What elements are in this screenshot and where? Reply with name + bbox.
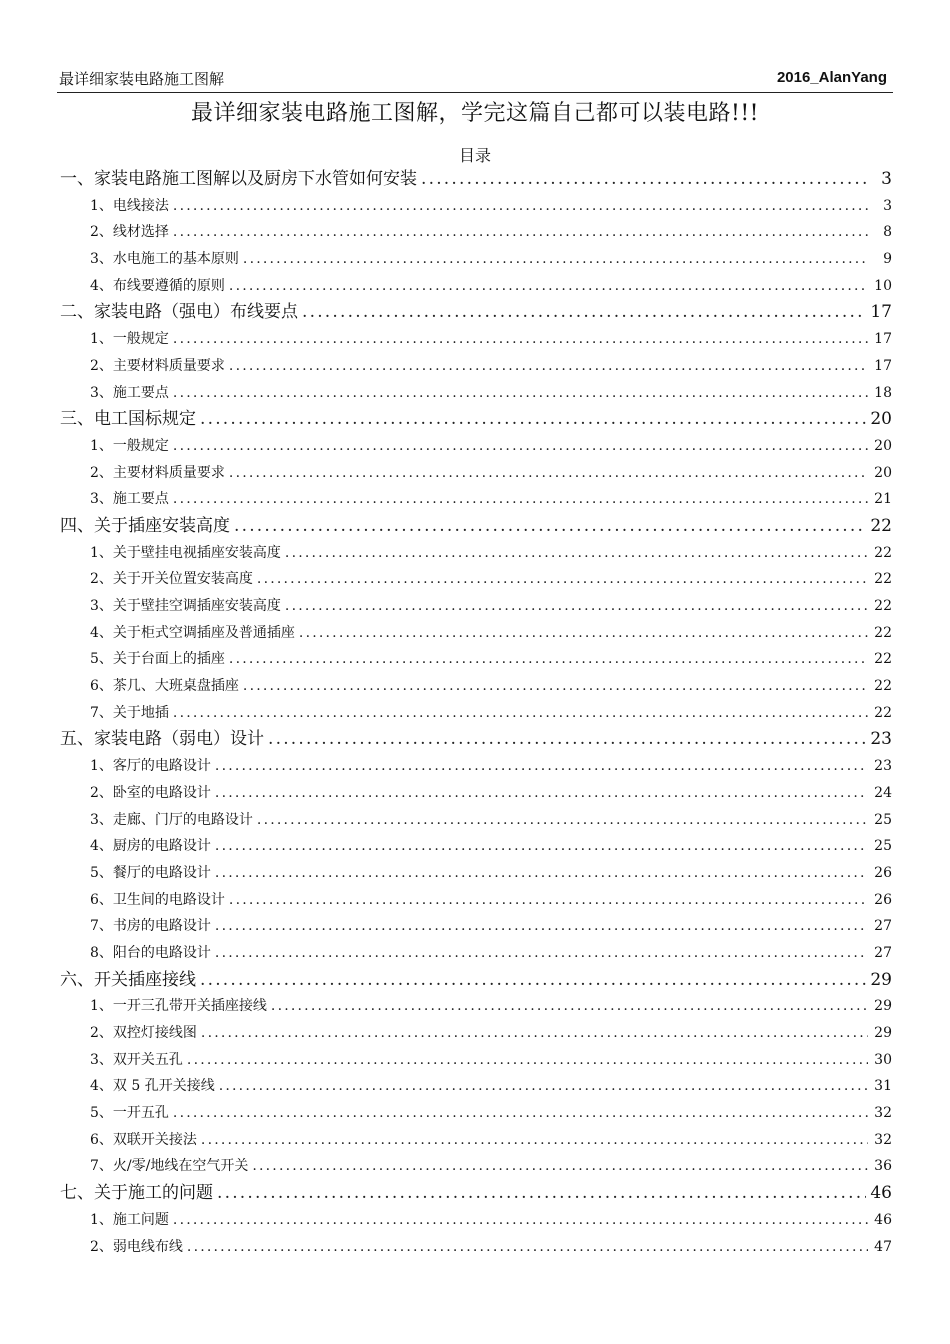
toc-entry-label: 五、家装电路（弱电）设计 — [60, 729, 264, 750]
toc-entry-label: 2、主要材料质量要求 — [90, 357, 225, 374]
toc-entry-label: 三、电工国标规定 — [60, 409, 196, 430]
toc-page-number: 8 — [883, 224, 892, 241]
toc-subsection-entry[interactable] — [90, 540, 892, 567]
toc-subsection-entry[interactable] — [90, 1127, 892, 1154]
toc-page-number: 17 — [870, 302, 892, 323]
toc-page-number: 29 — [870, 969, 892, 990]
toc-entry-label: 2、主要材料质量要求 — [90, 464, 225, 481]
dot-leader — [215, 753, 868, 780]
dot-leader — [173, 1100, 868, 1127]
dot-leader — [200, 967, 866, 994]
toc-page-number: 23 — [874, 758, 892, 775]
toc-subsection-entry[interactable] — [90, 700, 892, 727]
toc-subsection-entry[interactable] — [90, 993, 892, 1020]
toc-subsection-entry[interactable] — [90, 833, 892, 860]
toc-subsection-entry[interactable] — [90, 1073, 892, 1100]
toc-entry-label: 3、双开关五孔 — [90, 1051, 183, 1068]
dot-leader — [219, 1073, 868, 1100]
toc-section-entry[interactable] — [60, 299, 892, 326]
dot-leader — [215, 913, 868, 940]
toc-entry-label: 5、关于台面上的插座 — [90, 651, 225, 668]
dot-leader — [229, 353, 868, 380]
toc-subsection-entry[interactable] — [90, 753, 892, 780]
dot-leader — [243, 673, 868, 700]
toc-entry-label: 1、一开三孔带开关插座接线 — [90, 998, 267, 1015]
toc-entry-label: 1、施工问题 — [90, 1211, 169, 1228]
toc-page-number: 3 — [881, 169, 892, 189]
dot-leader — [299, 620, 868, 647]
toc-subsection-entry[interactable] — [90, 1047, 892, 1074]
table-of-contents — [57, 166, 892, 1260]
toc-subsection-entry[interactable] — [90, 193, 892, 220]
toc-page-number: 26 — [874, 891, 892, 908]
toc-subsection-entry[interactable] — [90, 620, 892, 647]
toc-page-number: 23 — [870, 729, 892, 750]
toc-page-number: 22 — [874, 544, 892, 561]
dot-leader — [252, 1153, 868, 1180]
toc-section-entry[interactable] — [60, 726, 892, 753]
toc-entry-label: 6、双联开关接法 — [90, 1131, 197, 1148]
toc-entry-label: 七、关于施工的问题 — [60, 1183, 213, 1204]
toc-page-number: 20 — [874, 464, 892, 481]
toc-subsection-entry[interactable] — [90, 940, 892, 967]
dot-leader — [215, 860, 868, 887]
toc-subsection-entry[interactable] — [90, 780, 892, 807]
toc-subsection-entry[interactable] — [90, 460, 892, 487]
page-header — [57, 66, 893, 93]
toc-entry-label: 2、卧室的电路设计 — [90, 784, 211, 801]
toc-page-number: 29 — [874, 1025, 892, 1041]
toc-heading: 目录 — [458, 146, 491, 165]
toc-subsection-entry[interactable] — [90, 913, 892, 940]
dot-leader — [234, 513, 866, 540]
toc-subsection-entry[interactable] — [90, 486, 892, 513]
toc-entry-label: 3、施工要点 — [90, 384, 169, 401]
toc-subsection-entry[interactable] — [90, 593, 892, 620]
toc-entry-label: 6、卫生间的电路设计 — [90, 891, 225, 908]
toc-entry-label: 6、茶几、大班桌盘插座 — [90, 678, 239, 695]
toc-entry-label: 7、火/零/地线在空气开关 — [90, 1158, 249, 1175]
dot-leader — [268, 726, 866, 753]
toc-subsection-entry[interactable] — [90, 326, 892, 353]
toc-subsection-entry[interactable] — [90, 646, 892, 673]
dot-leader — [187, 1047, 868, 1074]
dot-leader — [173, 433, 868, 460]
toc-page-number: 22 — [874, 704, 892, 721]
toc-subsection-entry[interactable] — [90, 1020, 892, 1047]
toc-entry-label: 4、厨房的电路设计 — [90, 838, 211, 855]
dot-leader — [173, 380, 868, 407]
toc-subsection-entry[interactable] — [90, 219, 892, 246]
toc-page-number: 22 — [874, 571, 892, 588]
dot-leader — [229, 460, 868, 487]
toc-entry-label: 3、施工要点 — [90, 491, 169, 508]
dot-leader — [173, 193, 868, 220]
dot-leader — [285, 593, 868, 620]
toc-page-number: 20 — [874, 437, 892, 454]
toc-page-number: 22 — [870, 515, 892, 536]
toc-entry-label: 7、书房的电路设计 — [90, 918, 211, 935]
dot-leader — [201, 1127, 868, 1154]
toc-page-number: 47 — [874, 1238, 892, 1255]
toc-page-number: 10 — [874, 277, 892, 294]
toc-page-number: 25 — [874, 838, 892, 855]
toc-page-number: 31 — [874, 1078, 892, 1095]
toc-page-number: 22 — [874, 598, 892, 614]
dot-leader — [243, 246, 868, 273]
dot-leader — [229, 646, 868, 673]
toc-subsection-entry[interactable] — [90, 433, 892, 460]
toc-page-number: 36 — [874, 1158, 892, 1175]
dot-leader — [173, 219, 868, 246]
toc-entry-label: 4、关于柜式空调插座及普通插座 — [90, 624, 295, 641]
toc-page-number: 30 — [874, 1051, 892, 1068]
toc-subsection-entry[interactable] — [90, 353, 892, 380]
toc-entry-label: 1、客厅的电路设计 — [90, 758, 211, 775]
toc-page-number: 27 — [874, 944, 892, 961]
toc-section-entry[interactable] — [60, 1180, 892, 1207]
toc-entry-label: 4、布线要遵循的原则 — [90, 277, 225, 294]
dot-leader — [187, 1234, 868, 1261]
toc-entry-label: 3、走廊、门厅的电路设计 — [90, 811, 253, 828]
toc-page-number: 46 — [870, 1183, 892, 1204]
toc-subsection-entry[interactable] — [90, 246, 892, 273]
toc-section-entry[interactable] — [60, 166, 892, 193]
toc-section-entry[interactable] — [60, 406, 892, 433]
toc-page-number: 9 — [883, 251, 892, 268]
header-author: 2016_AlanYang — [776, 69, 887, 86]
toc-entry-label: 7、关于地插 — [90, 704, 169, 721]
toc-entry-label: 四、关于插座安装高度 — [60, 515, 230, 536]
toc-entry-label: 3、水电施工的基本原则 — [90, 251, 239, 268]
dot-leader — [173, 1207, 868, 1234]
toc-subsection-entry[interactable] — [90, 1153, 892, 1180]
toc-page-number: 17 — [874, 357, 892, 374]
toc-section-entry[interactable] — [60, 513, 892, 540]
toc-entry-label: 二、家装电路（强电）布线要点 — [60, 302, 298, 323]
dot-leader — [200, 406, 866, 433]
toc-page-number: 20 — [870, 409, 892, 430]
toc-entry-label: 2、关于开关位置安装高度 — [90, 571, 253, 588]
toc-entry-label: 六、开关插座接线 — [60, 969, 196, 990]
toc-subsection-entry[interactable] — [90, 380, 892, 407]
toc-subsection-entry[interactable] — [90, 807, 892, 834]
toc-page-number: 3 — [883, 197, 892, 214]
toc-entry-label: 3、关于壁挂空调插座安装高度 — [90, 598, 281, 614]
toc-entry-label: 2、弱电线布线 — [90, 1238, 183, 1255]
toc-entry-label: 4、双 5 孔开关接线 — [90, 1078, 215, 1095]
toc-entry-label: 1、一般规定 — [90, 331, 169, 348]
toc-page-number: 22 — [874, 624, 892, 641]
toc-page-number: 27 — [874, 918, 892, 935]
toc-entry-label: 2、线材选择 — [90, 224, 169, 241]
toc-subsection-entry[interactable] — [90, 1207, 892, 1234]
toc-page-number: 29 — [874, 998, 892, 1015]
toc-page-number: 18 — [874, 384, 892, 401]
toc-entry-label: 1、一般规定 — [90, 437, 169, 454]
dot-leader — [229, 273, 868, 300]
dot-leader — [257, 566, 868, 593]
header-document-title: 最详细家装电路施工图解 — [59, 70, 225, 88]
toc-page-number: 26 — [874, 864, 892, 881]
toc-entry-label: 5、一开五孔 — [90, 1105, 169, 1122]
dot-leader — [215, 780, 868, 807]
toc-page-number: 22 — [874, 651, 892, 668]
toc-entry-label: 一、家装电路施工图解以及厨房下水管如何安装 — [60, 169, 417, 189]
dot-leader — [173, 326, 868, 353]
dot-leader — [257, 807, 868, 834]
toc-entry-label: 1、关于壁挂电视插座安装高度 — [90, 544, 281, 561]
dot-leader — [173, 700, 868, 727]
toc-subsection-entry[interactable] — [90, 673, 892, 700]
toc-page-number: 32 — [874, 1131, 892, 1148]
dot-leader — [215, 833, 868, 860]
toc-page-number: 17 — [874, 331, 892, 348]
toc-subsection-entry[interactable] — [90, 887, 892, 914]
dot-leader — [173, 486, 868, 513]
toc-subsection-entry[interactable] — [90, 1100, 892, 1127]
toc-subsection-entry[interactable] — [90, 566, 892, 593]
toc-subsection-entry[interactable] — [90, 1234, 892, 1261]
document-title: 最详细家装电路施工图解，学完这篇自己都可以装电路!!! — [190, 101, 760, 126]
dot-leader — [285, 540, 868, 567]
toc-entry-label: 2、双控灯接线图 — [90, 1025, 197, 1041]
toc-section-entry[interactable] — [60, 967, 892, 994]
toc-entry-label: 1、电线接法 — [90, 197, 169, 214]
toc-page-number: 21 — [874, 491, 892, 508]
toc-page-number: 25 — [874, 811, 892, 828]
toc-page-number: 32 — [874, 1105, 892, 1122]
dot-leader — [215, 940, 868, 967]
toc-page-number: 22 — [874, 678, 892, 695]
toc-page-number: 46 — [874, 1211, 892, 1228]
toc-subsection-entry[interactable] — [90, 860, 892, 887]
toc-entry-label: 5、餐厅的电路设计 — [90, 864, 211, 881]
dot-leader — [229, 887, 868, 914]
dot-leader — [217, 1180, 866, 1207]
toc-subsection-entry[interactable] — [90, 273, 892, 300]
toc-page-number: 24 — [874, 784, 892, 801]
dot-leader — [201, 1020, 868, 1047]
dot-leader — [271, 993, 868, 1020]
dot-leader — [302, 299, 866, 326]
toc-entry-label: 8、阳台的电路设计 — [90, 944, 211, 961]
dot-leader — [421, 166, 868, 193]
